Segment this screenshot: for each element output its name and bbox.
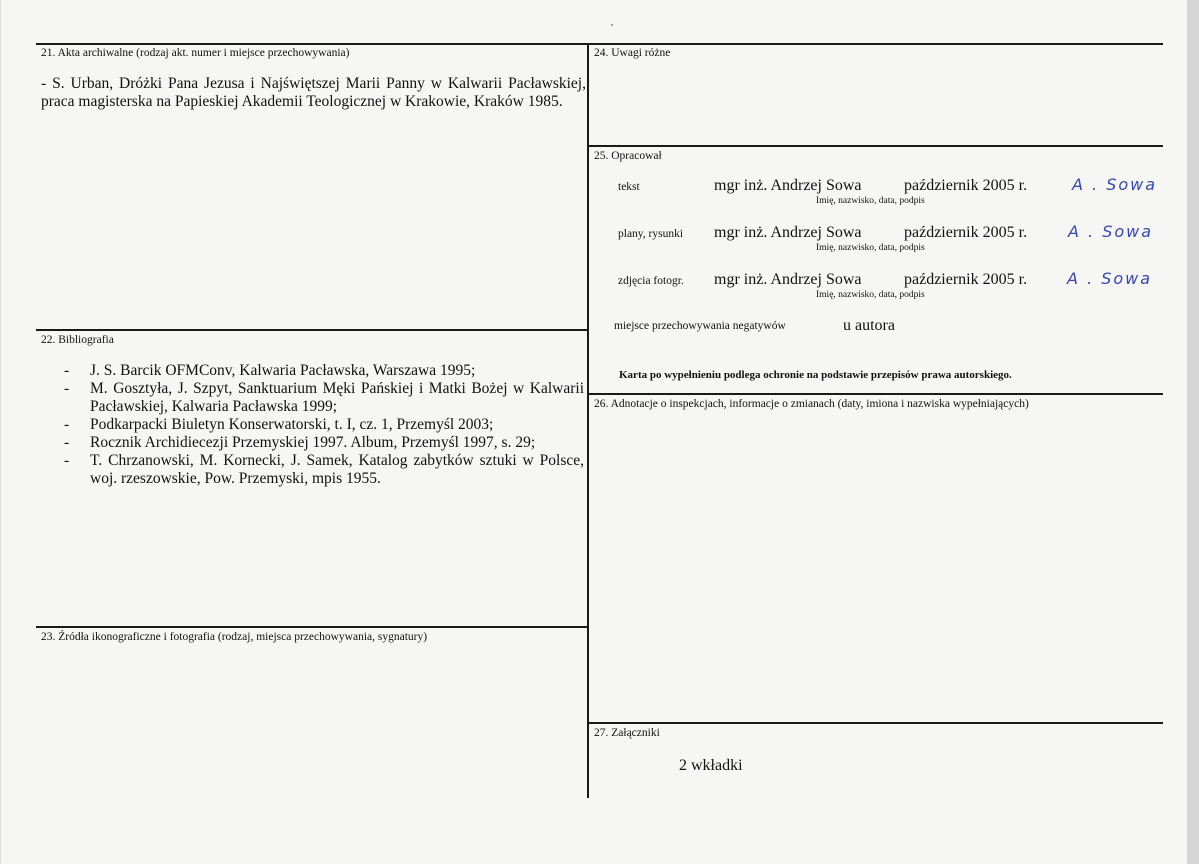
negatives-label: miejsce przechowywania negatywów bbox=[614, 320, 786, 332]
author-date: październik 2005 r. bbox=[904, 177, 1028, 194]
section-21-text: - S. Urban, Dróżki Pana Jezusa i Najświętszej Marii Panny w Kalwarii Pacławskiej, praca magisterska na Papieskiej Akademii Teologicznej w Krakowie, Kraków 1985. bbox=[41, 75, 586, 110]
attachments-value: 2 wkładki bbox=[679, 757, 743, 774]
signature-caption: Imię, nazwisko, data, podpis bbox=[816, 290, 925, 300]
handwritten-signature: A . Sowa bbox=[1068, 222, 1154, 241]
author-name: mgr inż. Andrzej Sowa bbox=[714, 177, 862, 194]
author-date: październik 2005 r. bbox=[904, 224, 1028, 241]
divider-vertical bbox=[587, 43, 589, 798]
divider-27 bbox=[589, 722, 1163, 724]
section-21-label: 21. Akta archiwalne (rodzaj akt. numer i miejsce przechowywania) bbox=[41, 47, 350, 59]
section-22-label: 22. Bibliografia bbox=[41, 334, 114, 346]
handwritten-signature: A . Sowa bbox=[1072, 175, 1158, 194]
divider-23 bbox=[36, 626, 589, 628]
author-role-photos: zdjęcia fotogr. bbox=[618, 275, 684, 287]
author-date: październik 2005 r. bbox=[904, 271, 1028, 288]
paper-speck bbox=[611, 24, 613, 26]
author-role-text: tekst bbox=[618, 181, 640, 193]
negatives-value: u autora bbox=[843, 317, 895, 334]
author-name: mgr inż. Andrzej Sowa bbox=[714, 224, 862, 241]
copyright-note: Karta po wypełnieniu podlega ochronie na podstawie przepisów prawa autorskiego. bbox=[619, 369, 1012, 381]
bibliography-item: - Rocznik Archidiecezji Przemyskiej 1997. Album, Przemyśl 1997, s. 29; bbox=[64, 434, 536, 451]
section-23-label: 23. Źródła ikonograficzne i fotografia (rodzaj, miejsca przechowywania, sygnatury) bbox=[41, 631, 428, 643]
section-24-label: 24. Uwagi różne bbox=[594, 47, 671, 59]
section-27-label: 27. Załączniki bbox=[594, 727, 660, 739]
divider-26 bbox=[589, 393, 1163, 395]
divider-25 bbox=[589, 145, 1163, 147]
divider-top-left bbox=[36, 43, 589, 45]
bibliography-item: - M. Gosztyła, J. Szpyt, Sanktuarium Męki Pańskiej i Matki Bożej w Kalwarii Pacławskiej, Kalwaria Pacławska 1999; bbox=[64, 380, 584, 415]
signature-caption: Imię, nazwisko, data, podpis bbox=[816, 196, 925, 206]
bibliography-item: - T. Chrzanowski, M. Kornecki, J. Samek, Katalog zabytków sztuki w Polsce, woj. rzeszowskie, Pow. Przemyski, mpis 1955. bbox=[64, 452, 584, 487]
author-name: mgr inż. Andrzej Sowa bbox=[714, 271, 862, 288]
handwritten-signature: A . Sowa bbox=[1067, 269, 1153, 288]
bibliography-item: - Podkarpacki Biuletyn Konserwatorski, t. I, cz. 1, Przemyśl 2003; bbox=[64, 416, 494, 433]
signature-caption: Imię, nazwisko, data, podpis bbox=[816, 243, 925, 253]
section-26-label: 26. Adnotacje o inspekcjach, informacje o zmianach (daty, imiona i nazwiska wypełniających) bbox=[594, 398, 1029, 410]
bibliography-list bbox=[64, 362, 584, 488]
divider-22 bbox=[36, 329, 589, 331]
bibliography-item: - J. S. Barcik OFMConv, Kalwaria Pacławska, Warszawa 1995; bbox=[64, 362, 476, 379]
section-25-label: 25. Opracował bbox=[594, 150, 662, 162]
author-role-plans: plany, rysunki bbox=[618, 228, 684, 240]
divider-top-right bbox=[589, 43, 1163, 45]
scan-edge bbox=[1187, 0, 1199, 864]
